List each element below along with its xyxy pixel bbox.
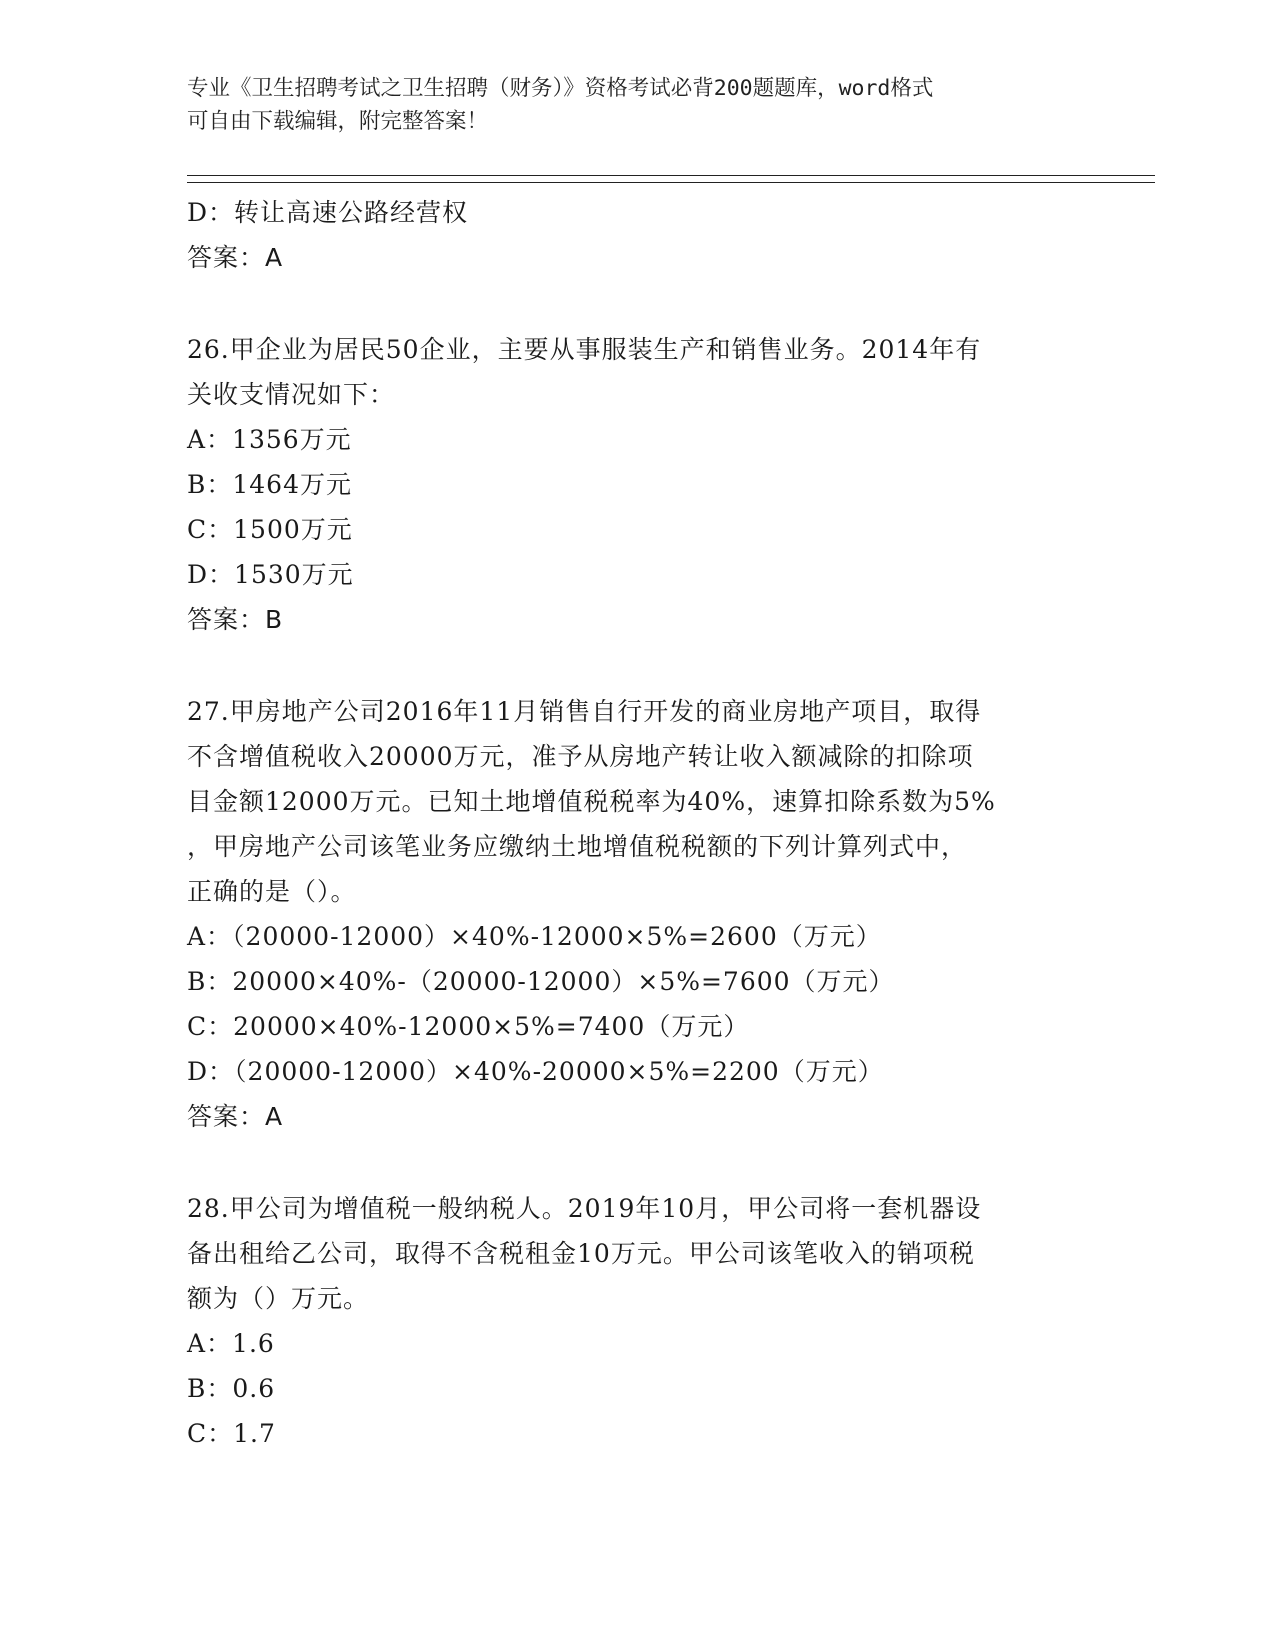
question-25-tail <box>187 190 1087 280</box>
option-b: B：0.6 <box>187 1374 276 1403</box>
option-b: B：1464万元 <box>187 470 352 499</box>
question-26 <box>187 327 1087 642</box>
header-divider-bottom <box>187 182 1155 183</box>
question-stem-line: 正确的是（）。 <box>187 877 357 906</box>
option-a: A：1.6 <box>187 1329 275 1358</box>
question-stem-line: ，甲房地产公司该笔业务应缴纳土地增值税税额的下列计算列式中， <box>187 832 968 861</box>
question-stem-line: 27.甲房地产公司2016年11月销售自行开发的商业房地产项目，取得 <box>187 697 982 726</box>
header-line-1: 专业《卫生招聘考试之卫生招聘（财务）》资格考试必背200题题库，word格式 <box>187 76 934 101</box>
option-c: C：1.7 <box>187 1419 276 1448</box>
option-b: B：20000×40%-（20000-12000）×5%=7600（万元） <box>187 967 895 996</box>
document-body <box>187 190 1087 1456</box>
option-d: D：转让高速公路经营权 <box>187 198 469 227</box>
option-d: D：1530万元 <box>187 560 354 589</box>
option-a: A：1356万元 <box>187 425 352 454</box>
question-stem-line: 备出租给乙公司，取得不含税租金10万元。甲公司该笔收入的销项税 <box>187 1239 975 1268</box>
header-line-2: 可自由下载编辑，附完整答案！ <box>187 109 489 134</box>
spacer <box>187 280 1087 327</box>
option-d: D：（20000-12000）×40%-20000×5%=2200（万元） <box>187 1057 884 1086</box>
question-stem-line: 关收支情况如下： <box>187 380 396 409</box>
question-27 <box>187 689 1087 1139</box>
option-a: A：（20000-12000）×40%-12000×5%=2600（万元） <box>187 922 882 951</box>
question-stem-line: 目金额12000万元。已知土地增值税税率为40%，速算扣除系数为5% <box>187 787 996 816</box>
answer-line: 答案：A <box>187 243 284 272</box>
question-28 <box>187 1186 1087 1456</box>
option-c: C：20000×40%-12000×5%=7400（万元） <box>187 1012 750 1041</box>
option-c: C：1500万元 <box>187 515 353 544</box>
question-stem-line: 不含增值税收入20000万元，准予从房地产转让收入额减除的扣除项 <box>187 742 974 771</box>
spacer <box>187 642 1087 689</box>
answer-line: 答案：B <box>187 605 284 634</box>
spacer <box>187 1139 1087 1186</box>
question-stem-line: 26.甲企业为居民50企业，主要从事服装生产和销售业务。2014年有 <box>187 335 982 364</box>
question-stem-line: 额为（）万元。 <box>187 1284 370 1313</box>
document-header <box>187 72 1087 138</box>
question-stem-line: 28.甲公司为增值税一般纳税人。2019年10月，甲公司将一套机器设 <box>187 1194 982 1223</box>
header-divider-top <box>187 175 1155 176</box>
answer-line: 答案：A <box>187 1102 284 1131</box>
